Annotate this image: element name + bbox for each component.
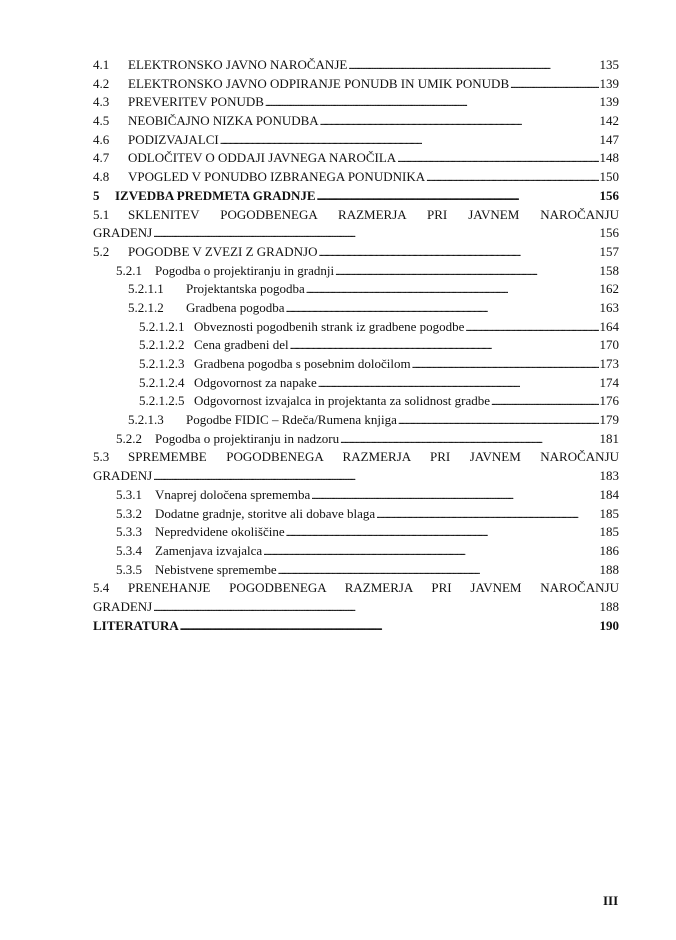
toc-entry-number: 5.3: [93, 449, 110, 465]
toc-entry-line: [93, 486, 619, 505]
toc-entry-line: [93, 149, 619, 168]
toc-entry-title: Pogodba o projektiranju in gradnji: [155, 262, 335, 278]
toc-entry-line: [93, 56, 619, 75]
toc-entry-title: PRENEHANJE POGODBENEGA RAZMERJA PRI JAVNEM NAROČANJU: [128, 580, 619, 596]
toc-entry-number: 4.6: [93, 131, 110, 147]
toc-entry[interactable]: [93, 542, 619, 561]
toc-entry-line: [93, 93, 619, 112]
toc-entry[interactable]: [93, 523, 619, 542]
toc-entry[interactable]: [93, 131, 619, 150]
dot-leader: [265, 93, 599, 113]
toc-entry-title-continued: GRADENJ: [93, 225, 153, 241]
dot-leader: [278, 561, 599, 581]
toc-entry-line: [93, 336, 619, 355]
dot-leader: [318, 374, 599, 394]
toc-entry-line: [93, 542, 619, 561]
toc-entry-number: 5.2.1.1: [128, 281, 164, 297]
toc-entry-number: 5.3.2: [116, 505, 142, 521]
toc-entry-line: [93, 523, 619, 542]
dot-leader: [317, 187, 599, 207]
toc-entry-number: 5.2.1.3: [128, 412, 164, 428]
dot-leader: [286, 523, 599, 543]
toc-entry-number: 5.2.1.2.5: [139, 393, 185, 409]
dot-leader: [376, 505, 598, 525]
toc-entry-title: Nebistvene spremembe: [155, 561, 277, 577]
toc-entry-number: 5.4: [93, 580, 110, 596]
dot-leader: [320, 112, 599, 132]
toc-entry-line: [93, 374, 619, 393]
toc-entry-line: [93, 598, 619, 617]
dot-leader: [348, 56, 598, 76]
table-of-contents: [93, 56, 619, 635]
toc-entry-number: 5.2: [93, 243, 110, 259]
toc-entry-line: [93, 299, 619, 318]
toc-entry-line: [93, 131, 619, 150]
dot-leader: [340, 430, 598, 450]
toc-entry[interactable]: [93, 299, 619, 318]
toc-entry[interactable]: [93, 168, 619, 187]
toc-entry[interactable]: [93, 75, 619, 94]
toc-entry-number: 5.2.1.2.3: [139, 356, 185, 371]
toc-entry-page: 156: [599, 225, 619, 241]
dot-leader: [311, 486, 598, 506]
toc-entry-page: 188: [599, 598, 619, 614]
toc-entry[interactable]: [93, 579, 619, 616]
toc-entry[interactable]: [93, 112, 619, 131]
toc-entry-number: 5.2.1.2.1: [139, 318, 185, 334]
toc-entry-number: 5.2.1: [116, 262, 142, 278]
toc-entry-page: 156: [599, 187, 619, 203]
toc-entry-title: POGODBE V ZVEZI Z GRADNJO: [128, 243, 318, 259]
toc-entry-number: 5.2.1.2.4: [139, 374, 185, 390]
toc-entry-line: [93, 561, 619, 580]
toc-entry-title: Odgovornost izvajalca in projektanta za solidnost gradbe: [194, 393, 491, 409]
toc-entry[interactable]: [93, 336, 619, 355]
toc-entry-page: 184: [599, 486, 619, 502]
toc-entry-page: 139: [599, 94, 619, 110]
toc-entry-title: SPREMEMBE POGODBENEGA RAZMERJA PRI JAVNEM NAROČANJU: [128, 449, 619, 465]
dot-leader: [306, 280, 599, 300]
dot-leader: [263, 542, 598, 562]
toc-entry-page: 158: [599, 262, 619, 278]
toc-entry-line: [93, 617, 619, 636]
toc-entry-title: Projektantska pogodba: [186, 281, 305, 297]
toc-entry-page: 188: [599, 561, 619, 577]
toc-entry[interactable]: [93, 561, 619, 580]
toc-entry-number: 5.3.1: [116, 486, 142, 502]
page-number: III: [603, 893, 619, 908]
toc-entry-title: NEOBIČAJNO NIZKA PONUDBA: [128, 113, 319, 129]
toc-entry-line: [93, 262, 619, 281]
toc-entry[interactable]: [93, 187, 619, 206]
toc-entry-line: [93, 318, 619, 337]
toc-entry[interactable]: [93, 486, 619, 505]
toc-entry[interactable]: [93, 617, 619, 636]
toc-entry-page: 142: [599, 113, 619, 129]
toc-entry-title: Pogodbe FIDIC – Rdeča/Rumena knjiga: [186, 412, 397, 428]
toc-entry-page: 183: [599, 468, 619, 484]
toc-entry-line: [93, 411, 619, 430]
toc-entry[interactable]: [93, 505, 619, 524]
toc-entry-line: [93, 243, 619, 262]
toc-entry-title: ELEKTRONSKO JAVNO NAROČANJE: [128, 57, 348, 72]
dot-leader: [220, 131, 599, 151]
toc-entry-line: [93, 224, 619, 243]
toc-entry-title: VPOGLED V PONUDBO IZBRANEGA PONUDNIKA: [128, 169, 426, 185]
toc-entry-title-continued: GRADENJ: [93, 598, 153, 614]
dot-leader: [153, 224, 598, 244]
toc-entry-title: PODIZVAJALCI: [128, 131, 219, 147]
toc-entry[interactable]: [93, 374, 619, 393]
toc-entry[interactable]: [93, 430, 619, 449]
toc-entry-page: 179: [599, 412, 619, 428]
dot-leader: [335, 262, 598, 282]
dot-leader: [465, 318, 598, 338]
toc-entry-page: 170: [599, 337, 619, 353]
toc-entry-page: 185: [599, 505, 619, 521]
toc-entry-number: 5.2.1.2: [128, 299, 164, 315]
toc-entry-number: 5.3.5: [116, 561, 142, 577]
toc-entry-page: 174: [599, 374, 619, 390]
toc-entry-title: Gradbena pogodba: [186, 299, 285, 315]
toc-entry-page: 157: [599, 243, 619, 259]
toc-entry-line: [93, 112, 619, 131]
toc-entry-number: 5.3.3: [116, 524, 142, 540]
toc-entry-page: 185: [599, 524, 619, 540]
toc-entry[interactable]: [93, 355, 619, 374]
toc-entry-page: 150: [599, 169, 619, 185]
toc-entry[interactable]: [93, 280, 619, 299]
toc-entry-number: 4.8: [93, 169, 110, 185]
toc-entry-page: 190: [599, 617, 619, 633]
toc-entry-title: Nepredvidene okoliščine: [155, 524, 285, 540]
toc-entry-line: [93, 392, 619, 411]
toc-entry-page: 148: [599, 150, 619, 166]
toc-entry-page: 162: [599, 281, 619, 297]
toc-entry-line: [93, 505, 619, 524]
toc-entry-line: [93, 168, 619, 187]
toc-entry-title: ODLOČITEV O ODDAJI JAVNEGA NAROČILA: [128, 150, 397, 166]
toc-entry[interactable]: [93, 411, 619, 430]
toc-entry-line: [93, 430, 619, 449]
dot-leader: [397, 149, 598, 169]
toc-entry-number: 5.1: [93, 206, 110, 222]
toc-entry-title: Gradbena pogodba s posebnim določilom: [194, 356, 411, 371]
dot-leader: [290, 336, 599, 356]
toc-entry[interactable]: [93, 206, 619, 243]
toc-entry-line: [93, 579, 619, 598]
toc-entry-line: [93, 187, 619, 206]
dot-leader: [510, 75, 598, 95]
toc-entry[interactable]: [93, 149, 619, 168]
toc-entry-line: [93, 467, 619, 486]
toc-entry-number: 5.2.2: [116, 430, 142, 446]
toc-entry-line: [93, 280, 619, 299]
toc-entry[interactable]: [93, 243, 619, 262]
toc-entry-title: Dodatne gradnje, storitve ali dobave blaga: [155, 505, 376, 521]
toc-entry-title: ELEKTRONSKO JAVNO ODPIRANJE PONUDB IN UMIK PONUDB: [128, 75, 510, 91]
toc-entry-title: Odgovornost za napake: [194, 374, 317, 390]
toc-entry-title: Vnaprej določena sprememba: [155, 486, 311, 502]
dot-leader: [286, 299, 599, 319]
toc-entry-title: Pogodba o projektiranju in nadzoru: [155, 430, 340, 446]
toc-entry-page: 163: [599, 299, 619, 315]
toc-entry-title: PREVERITEV PONUDB: [128, 94, 264, 110]
toc-entry[interactable]: [93, 392, 619, 411]
toc-entry-page: 173: [599, 356, 619, 371]
toc-entry-page: 147: [599, 131, 619, 147]
toc-entry-page: 135: [599, 57, 619, 72]
toc-entry-number: 4.5: [93, 113, 110, 129]
toc-entry-line: [93, 206, 619, 225]
dot-leader: [153, 467, 598, 487]
toc-entry-number: 4.3: [93, 94, 110, 110]
toc-entry-number: 4.2: [93, 75, 110, 91]
dot-leader: [180, 617, 599, 637]
dot-leader: [491, 392, 598, 412]
toc-entry[interactable]: [93, 448, 619, 485]
toc-entry-line: [93, 355, 619, 374]
toc-entry[interactable]: [93, 93, 619, 112]
toc-entry-number: 5: [93, 187, 100, 203]
toc-entry-title: LITERATURA: [93, 617, 179, 633]
toc-entry-page: 139: [599, 75, 619, 91]
toc-entry-line: [93, 448, 619, 467]
toc-entry-title: Zamenjava izvajalca: [155, 542, 263, 558]
toc-entry-page: 181: [599, 430, 619, 446]
dot-leader: [153, 598, 598, 618]
toc-entry-title-continued: GRADENJ: [93, 468, 153, 484]
toc-entry-number: 5.3.4: [116, 542, 142, 558]
dot-leader: [426, 168, 598, 188]
dot-leader: [318, 243, 598, 263]
toc-entry-title: Cena gradbeni del: [194, 337, 289, 353]
toc-entry-title: Obveznosti pogodbenih strank iz gradbene pogodbe: [194, 318, 465, 334]
toc-entry[interactable]: [93, 318, 619, 337]
toc-entry[interactable]: [93, 56, 619, 75]
toc-entry-title: IZVEDBA PREDMETA GRADNJE: [115, 187, 316, 203]
toc-entry-page: 186: [599, 542, 619, 558]
toc-entry[interactable]: [93, 262, 619, 281]
toc-entry-line: [93, 75, 619, 94]
toc-entry-number: 4.1: [93, 57, 110, 72]
toc-entry-title: SKLENITEV POGODBENEGA RAZMERJA PRI JAVNEM NAROČANJU: [128, 206, 619, 222]
toc-entry-page: 164: [599, 318, 619, 334]
toc-entry-number: 5.2.1.2.2: [139, 337, 185, 353]
toc-entry-page: 176: [599, 393, 619, 409]
toc-entry-number: 4.7: [93, 150, 110, 166]
dot-leader: [398, 411, 599, 431]
dot-leader: [412, 355, 599, 375]
